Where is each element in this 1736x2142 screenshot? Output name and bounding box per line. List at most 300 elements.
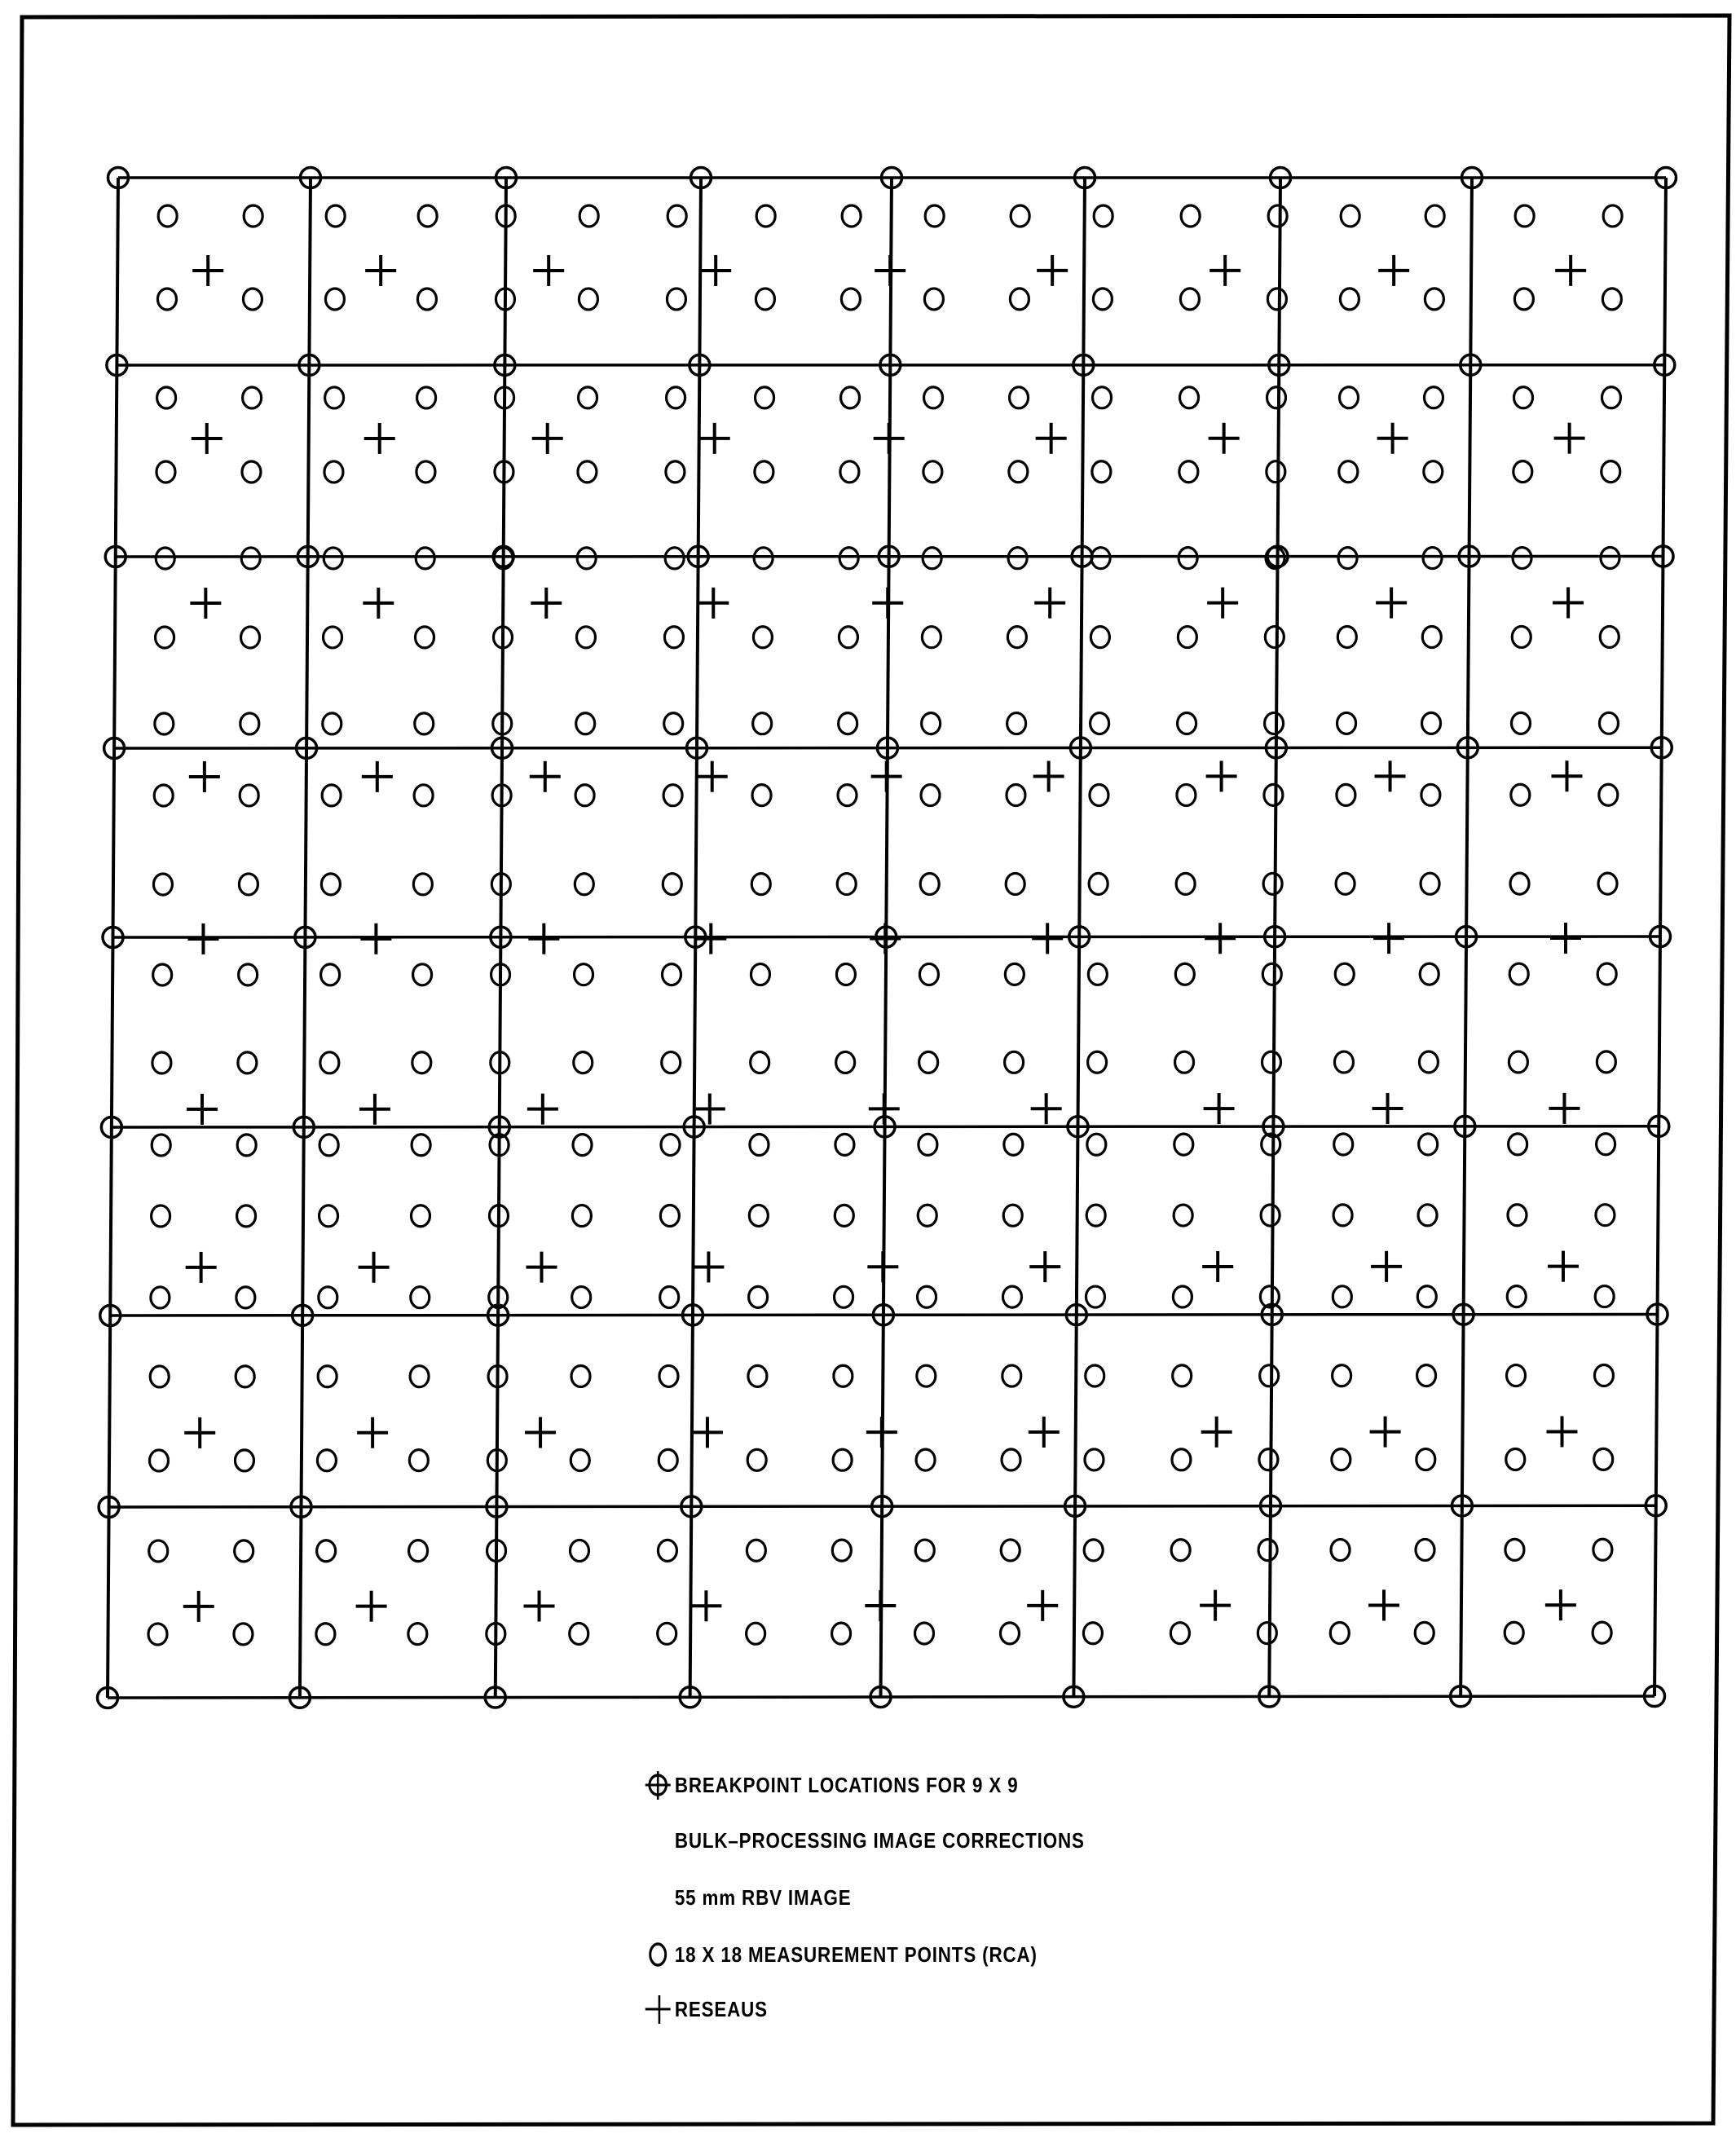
measurement-point [751, 874, 770, 895]
measurement-point [1261, 1205, 1280, 1226]
reseau-mark [1200, 1590, 1231, 1621]
measurement-point [1602, 461, 1620, 483]
reseau-mark [187, 923, 218, 954]
measurement-point [417, 289, 436, 310]
measurement-point [1179, 461, 1198, 483]
reseau-mark [1546, 1416, 1577, 1447]
measurement-point [1178, 627, 1196, 648]
measurement-point [575, 964, 593, 985]
reseau-mark [1375, 760, 1406, 791]
reseau-mark [365, 255, 396, 286]
reseau-mark [692, 1417, 723, 1448]
measurement-point [662, 964, 681, 985]
measurement-point [234, 1624, 253, 1645]
reseau-mark [1370, 1417, 1401, 1448]
reseau-mark [362, 761, 393, 792]
measurement-point [1417, 1286, 1436, 1307]
reseau-mark [357, 1417, 388, 1448]
measurement-point [418, 205, 437, 227]
measurement-point [1087, 1134, 1106, 1155]
measurement-point [660, 1205, 679, 1227]
measurement-point [839, 713, 857, 734]
measurement-point [923, 548, 941, 569]
measurement-point [665, 548, 684, 569]
measurement-point [416, 627, 434, 648]
measurement-point [661, 1135, 680, 1156]
measurement-point [1337, 712, 1356, 734]
measurement-point [919, 963, 938, 985]
measurement-point [1601, 548, 1619, 569]
measurement-point [1002, 1365, 1021, 1386]
measurement-point [1597, 1134, 1615, 1155]
measurement-point [1181, 205, 1200, 227]
measurement-point [1421, 873, 1439, 894]
measurement-point [1514, 289, 1533, 310]
measurement-point [753, 627, 772, 648]
measurement-point [1258, 1623, 1276, 1644]
measurement-point [319, 1205, 338, 1227]
legend-item-measurement-points [644, 1938, 1038, 1971]
measurement-point [316, 1624, 335, 1645]
measurement-point [1422, 712, 1441, 734]
measurement-point [1422, 626, 1441, 647]
measurement-point [1172, 1449, 1191, 1470]
measurement-point [416, 461, 435, 483]
measurement-point [1177, 784, 1196, 805]
legend-item-reseaus [644, 1993, 768, 2025]
measurement-point [922, 713, 941, 734]
measurement-point [237, 1205, 256, 1227]
measurement-point [1419, 1134, 1438, 1155]
reseau-mark [356, 1591, 387, 1622]
measurement-point [324, 627, 342, 648]
measurement-point [235, 1540, 253, 1562]
reseau-mark [1548, 1251, 1579, 1282]
measurement-point [1417, 1449, 1435, 1470]
measurement-point [750, 1134, 769, 1155]
reseau-mark [697, 761, 728, 792]
reseau-mark [528, 923, 559, 954]
measurement-point [839, 627, 857, 648]
measurement-point [924, 289, 943, 310]
measurement-point [832, 1540, 851, 1561]
measurement-point [1593, 1622, 1611, 1643]
legend-text: BULK–PROCESSING IMAGE CORRECTIONS [674, 1827, 1085, 1853]
reseau-mark [1032, 923, 1063, 954]
reseau-mark [1029, 1251, 1060, 1282]
measurement-point [1417, 1365, 1436, 1386]
measurement-point [1179, 548, 1197, 569]
measurement-point [325, 289, 344, 310]
measurement-point [317, 1450, 336, 1471]
measurement-point [916, 1449, 935, 1470]
measurement-point [751, 964, 769, 985]
measurement-point [321, 874, 340, 895]
measurement-point [579, 387, 597, 408]
measurement-point [756, 289, 774, 310]
reseau-mark [874, 423, 905, 454]
measurement-point [659, 1365, 678, 1386]
measurement-point [664, 627, 683, 648]
measurement-point [243, 289, 262, 310]
reseau-mark [1036, 423, 1067, 454]
measurement-point [753, 713, 772, 734]
measurement-point [1510, 873, 1529, 894]
measurement-point [1341, 205, 1359, 227]
measurement-point [1334, 1134, 1353, 1155]
measurement-point [1006, 873, 1024, 894]
measurement-point [1175, 1051, 1194, 1073]
measurement-point [150, 1450, 169, 1471]
reseau-mark [1204, 1093, 1235, 1124]
measurement-point [408, 1624, 427, 1645]
reseau-mark [183, 1591, 214, 1622]
measurement-point [1170, 1623, 1189, 1644]
reseau-mark [1373, 923, 1404, 954]
measurement-point [923, 461, 942, 483]
measurement-point [412, 1052, 431, 1073]
measurement-point [149, 1540, 168, 1562]
measurement-point [244, 205, 262, 227]
measurement-point [239, 874, 258, 895]
measurement-point [1507, 1286, 1526, 1307]
measurement-point [1171, 1540, 1190, 1561]
measurement-point [323, 713, 341, 734]
measurement-point [755, 461, 773, 483]
measurement-point [832, 1623, 851, 1644]
measurement-point [1005, 1051, 1024, 1073]
measurement-point [1180, 289, 1199, 310]
reseau-mark [525, 1417, 556, 1448]
measurement-point [575, 874, 593, 895]
reseau-mark [867, 1251, 898, 1282]
reseau-mark [1205, 923, 1236, 954]
measurement-point [1418, 1205, 1437, 1226]
measurement-point [417, 387, 436, 408]
measurement-point [1602, 289, 1621, 310]
measurement-point [324, 548, 342, 569]
measurement-point [1262, 963, 1281, 985]
measurement-point [1333, 1365, 1351, 1386]
reseau-mark [1371, 1251, 1402, 1282]
measurement-point [1092, 461, 1111, 483]
measurement-point [156, 461, 175, 483]
measurement-point [915, 1623, 934, 1644]
legend-text: RESEAUS [674, 1996, 768, 2021]
measurement-point [1178, 713, 1196, 734]
measurement-point [1176, 873, 1195, 894]
measurement-point [918, 1286, 936, 1307]
measurement-point [151, 1287, 170, 1308]
measurement-point [1005, 963, 1024, 985]
reseau-mark [186, 1252, 217, 1283]
measurement-point [1419, 1051, 1438, 1073]
reseau-mark [1378, 255, 1409, 286]
measurement-point [1509, 1134, 1527, 1155]
measurement-point [1424, 387, 1443, 408]
measurement-point [1596, 1205, 1615, 1226]
measurement-point [1003, 1205, 1022, 1226]
measurement-point [749, 1286, 768, 1307]
measurement-point [667, 289, 685, 310]
measurement-point [1000, 1623, 1019, 1644]
reseau-mark [192, 255, 223, 286]
reseau-mark [359, 1094, 390, 1125]
measurement-point [1600, 626, 1619, 647]
measurement-point [1174, 1134, 1193, 1155]
measurement-point [836, 1051, 855, 1073]
measurement-point [1084, 1540, 1103, 1561]
measurement-point [1512, 626, 1531, 647]
reseau-mark [1037, 255, 1068, 286]
measurement-point [321, 964, 340, 985]
measurement-point [663, 785, 682, 806]
measurement-point [575, 785, 594, 806]
measurement-point [1511, 784, 1530, 805]
measurement-point [840, 461, 859, 483]
measurement-point [1267, 461, 1285, 483]
measurement-point [1515, 205, 1534, 227]
measurement-point [413, 874, 432, 895]
measurement-point [919, 1134, 937, 1155]
reseau-mark [190, 588, 221, 619]
reseau-mark [1554, 423, 1585, 454]
measurement-point [319, 1287, 337, 1308]
reseau-mark [1550, 923, 1581, 954]
legend-item-bulk-processing [644, 1824, 1085, 1857]
measurement-point [1088, 963, 1107, 985]
measurement-point [917, 1365, 936, 1386]
reseau-mark [1377, 423, 1408, 454]
measurement-point [571, 1449, 589, 1470]
measurement-point [576, 627, 595, 648]
measurement-point [1267, 289, 1286, 310]
measurement-point [237, 1135, 256, 1156]
measurement-point [1423, 548, 1442, 569]
breakpoint-icon [644, 1769, 672, 1801]
measurement-point [1330, 1622, 1349, 1643]
reseau-mark [1552, 760, 1583, 791]
measurement-point [325, 387, 344, 408]
measurement-point [1513, 387, 1532, 408]
legend-text: 55 mm RBV IMAGE [674, 1884, 852, 1910]
measurement-point [1420, 963, 1439, 985]
measurement-point [1333, 1205, 1352, 1226]
measurement-point [756, 387, 774, 408]
measurement-point [1424, 461, 1443, 483]
measurement-point [1597, 963, 1616, 985]
reseau-mark [533, 255, 564, 286]
measurement-point [1090, 784, 1108, 805]
reseau-mark [531, 588, 562, 619]
measurement-point [324, 461, 343, 483]
measurement-point [319, 1135, 338, 1156]
measurement-point [1088, 1051, 1107, 1073]
measurement-point [1337, 627, 1356, 648]
measurement-point [318, 1366, 337, 1387]
measurement-point [152, 1052, 171, 1073]
measurement-point [1415, 1622, 1434, 1643]
measurement-point [1595, 1286, 1614, 1307]
measurement-point [1002, 1286, 1021, 1307]
measurement-point [1265, 712, 1284, 734]
measurement-point [411, 1287, 430, 1308]
measurement-point [1010, 387, 1029, 408]
reseau-mark [1553, 587, 1584, 618]
measurement-point [747, 1540, 765, 1561]
measurement-point [1597, 1051, 1615, 1073]
measurement-point [1010, 289, 1029, 310]
reseau-mark [690, 1590, 721, 1621]
measurement-point [1594, 1364, 1613, 1386]
measurement-point [1260, 1365, 1279, 1386]
measurement-point [660, 1286, 679, 1307]
measurement-point [662, 1052, 681, 1073]
measurement-point [1173, 1365, 1192, 1386]
legend-item-rbv-image [644, 1881, 852, 1914]
reseau-mark [699, 423, 730, 454]
measurement-point [1508, 1205, 1527, 1226]
reseau-mark [1555, 255, 1586, 286]
reseau-mark [1368, 1589, 1399, 1620]
measurement-point [842, 205, 861, 227]
reseau-mark [530, 761, 561, 792]
measurement-point [1332, 1449, 1350, 1470]
measurement-point [238, 1052, 257, 1073]
measurement-point [1603, 205, 1622, 227]
reseau-mark [364, 423, 395, 454]
measurement-point [148, 1624, 167, 1645]
measurement-point [240, 785, 258, 806]
measurement-point [1258, 1540, 1277, 1561]
measurement-point [150, 1366, 169, 1387]
measurement-point [1009, 461, 1028, 483]
measurement-point [838, 785, 857, 806]
measurement-point [1001, 1540, 1020, 1561]
measurement-point [751, 1052, 769, 1073]
measurement-point [1259, 1449, 1278, 1470]
measurement-point [667, 387, 685, 408]
measurement-point [579, 205, 598, 227]
measurement-point [1262, 1051, 1280, 1073]
reseau-mark [526, 1252, 557, 1283]
reseau-mark [869, 1093, 900, 1124]
measurement-point [1340, 387, 1359, 408]
measurement-point [1425, 205, 1444, 227]
reseau-mark [875, 255, 905, 286]
measurement-point [243, 387, 262, 408]
measurement-point [837, 874, 856, 895]
measurement-point [320, 1052, 339, 1073]
reseau-mark [1034, 588, 1065, 619]
reseau-mark [693, 1251, 724, 1282]
measurement-point [1598, 873, 1617, 894]
measurement-point [752, 785, 771, 806]
measurement-point [572, 1287, 591, 1308]
measurement-point [578, 461, 597, 483]
reseau-mark [1029, 1417, 1060, 1448]
measurement-point [409, 1450, 428, 1471]
measurement-point [1091, 627, 1109, 648]
measurement-point [577, 548, 596, 569]
measurement-point [235, 1450, 253, 1471]
measurement-point [416, 548, 434, 569]
measurement-point [841, 289, 860, 310]
measurement-point [666, 461, 685, 483]
reseau-mark [865, 1590, 896, 1621]
measurement-point [570, 1540, 588, 1561]
measurement-point [239, 964, 258, 985]
measurement-point [236, 1366, 254, 1387]
measurement-point [1091, 713, 1109, 734]
reseau-mark [1033, 761, 1064, 792]
reseau-mark [866, 1417, 897, 1448]
measurement-point [1264, 784, 1283, 805]
measurement-point [921, 785, 940, 806]
measurement-point [317, 1540, 336, 1562]
measurement-point [153, 964, 172, 985]
reseau-mark [1202, 1251, 1233, 1282]
measurement-point [1599, 784, 1618, 805]
measurement-point [1602, 387, 1620, 408]
measurement-point [1093, 387, 1112, 408]
measurement-point [413, 964, 432, 985]
measurement-point [1421, 784, 1440, 805]
measurement-point [1263, 873, 1282, 894]
measurement-point [1335, 963, 1354, 985]
measurement-point [414, 785, 433, 806]
measurement-point [572, 1205, 591, 1227]
measurement-point [571, 1366, 590, 1387]
measurement-point [749, 1205, 768, 1226]
measurement-point [1268, 205, 1287, 227]
measurement-point [839, 548, 858, 569]
measurement-point [241, 627, 260, 648]
measurement-point [924, 387, 943, 408]
measurement-point [156, 548, 174, 569]
measurement-point [157, 387, 176, 408]
measurement-point [579, 289, 597, 310]
measurement-point [834, 1365, 853, 1386]
measurement-point [663, 874, 681, 895]
measurement-point [915, 1540, 934, 1561]
measurement-point [835, 1286, 853, 1307]
measurement-point [1509, 963, 1528, 985]
measurement-point [326, 205, 345, 227]
measurement-point [836, 964, 855, 985]
measurement-point [152, 1135, 170, 1156]
measurement-point [1340, 289, 1359, 310]
measurement-point [1091, 548, 1110, 569]
measurement-point [920, 874, 939, 895]
measurement-point [1513, 548, 1531, 569]
measurement-point [1337, 784, 1355, 805]
measurement-point [573, 1135, 592, 1156]
measurement-point [570, 1623, 588, 1644]
measurement-point [415, 713, 434, 734]
measurement-point [1425, 289, 1443, 310]
measurement-point [576, 713, 595, 734]
reseau-mark [1209, 423, 1240, 454]
reseau-mark [1027, 1590, 1058, 1621]
measurement-point [1512, 712, 1531, 734]
measurement-point [1331, 1540, 1350, 1561]
reseau-icon [644, 1993, 672, 2025]
measurement-point [1004, 1134, 1023, 1155]
measurement-point [1265, 627, 1284, 648]
measurement-point [574, 1052, 593, 1073]
measurement-point [1506, 1448, 1525, 1470]
